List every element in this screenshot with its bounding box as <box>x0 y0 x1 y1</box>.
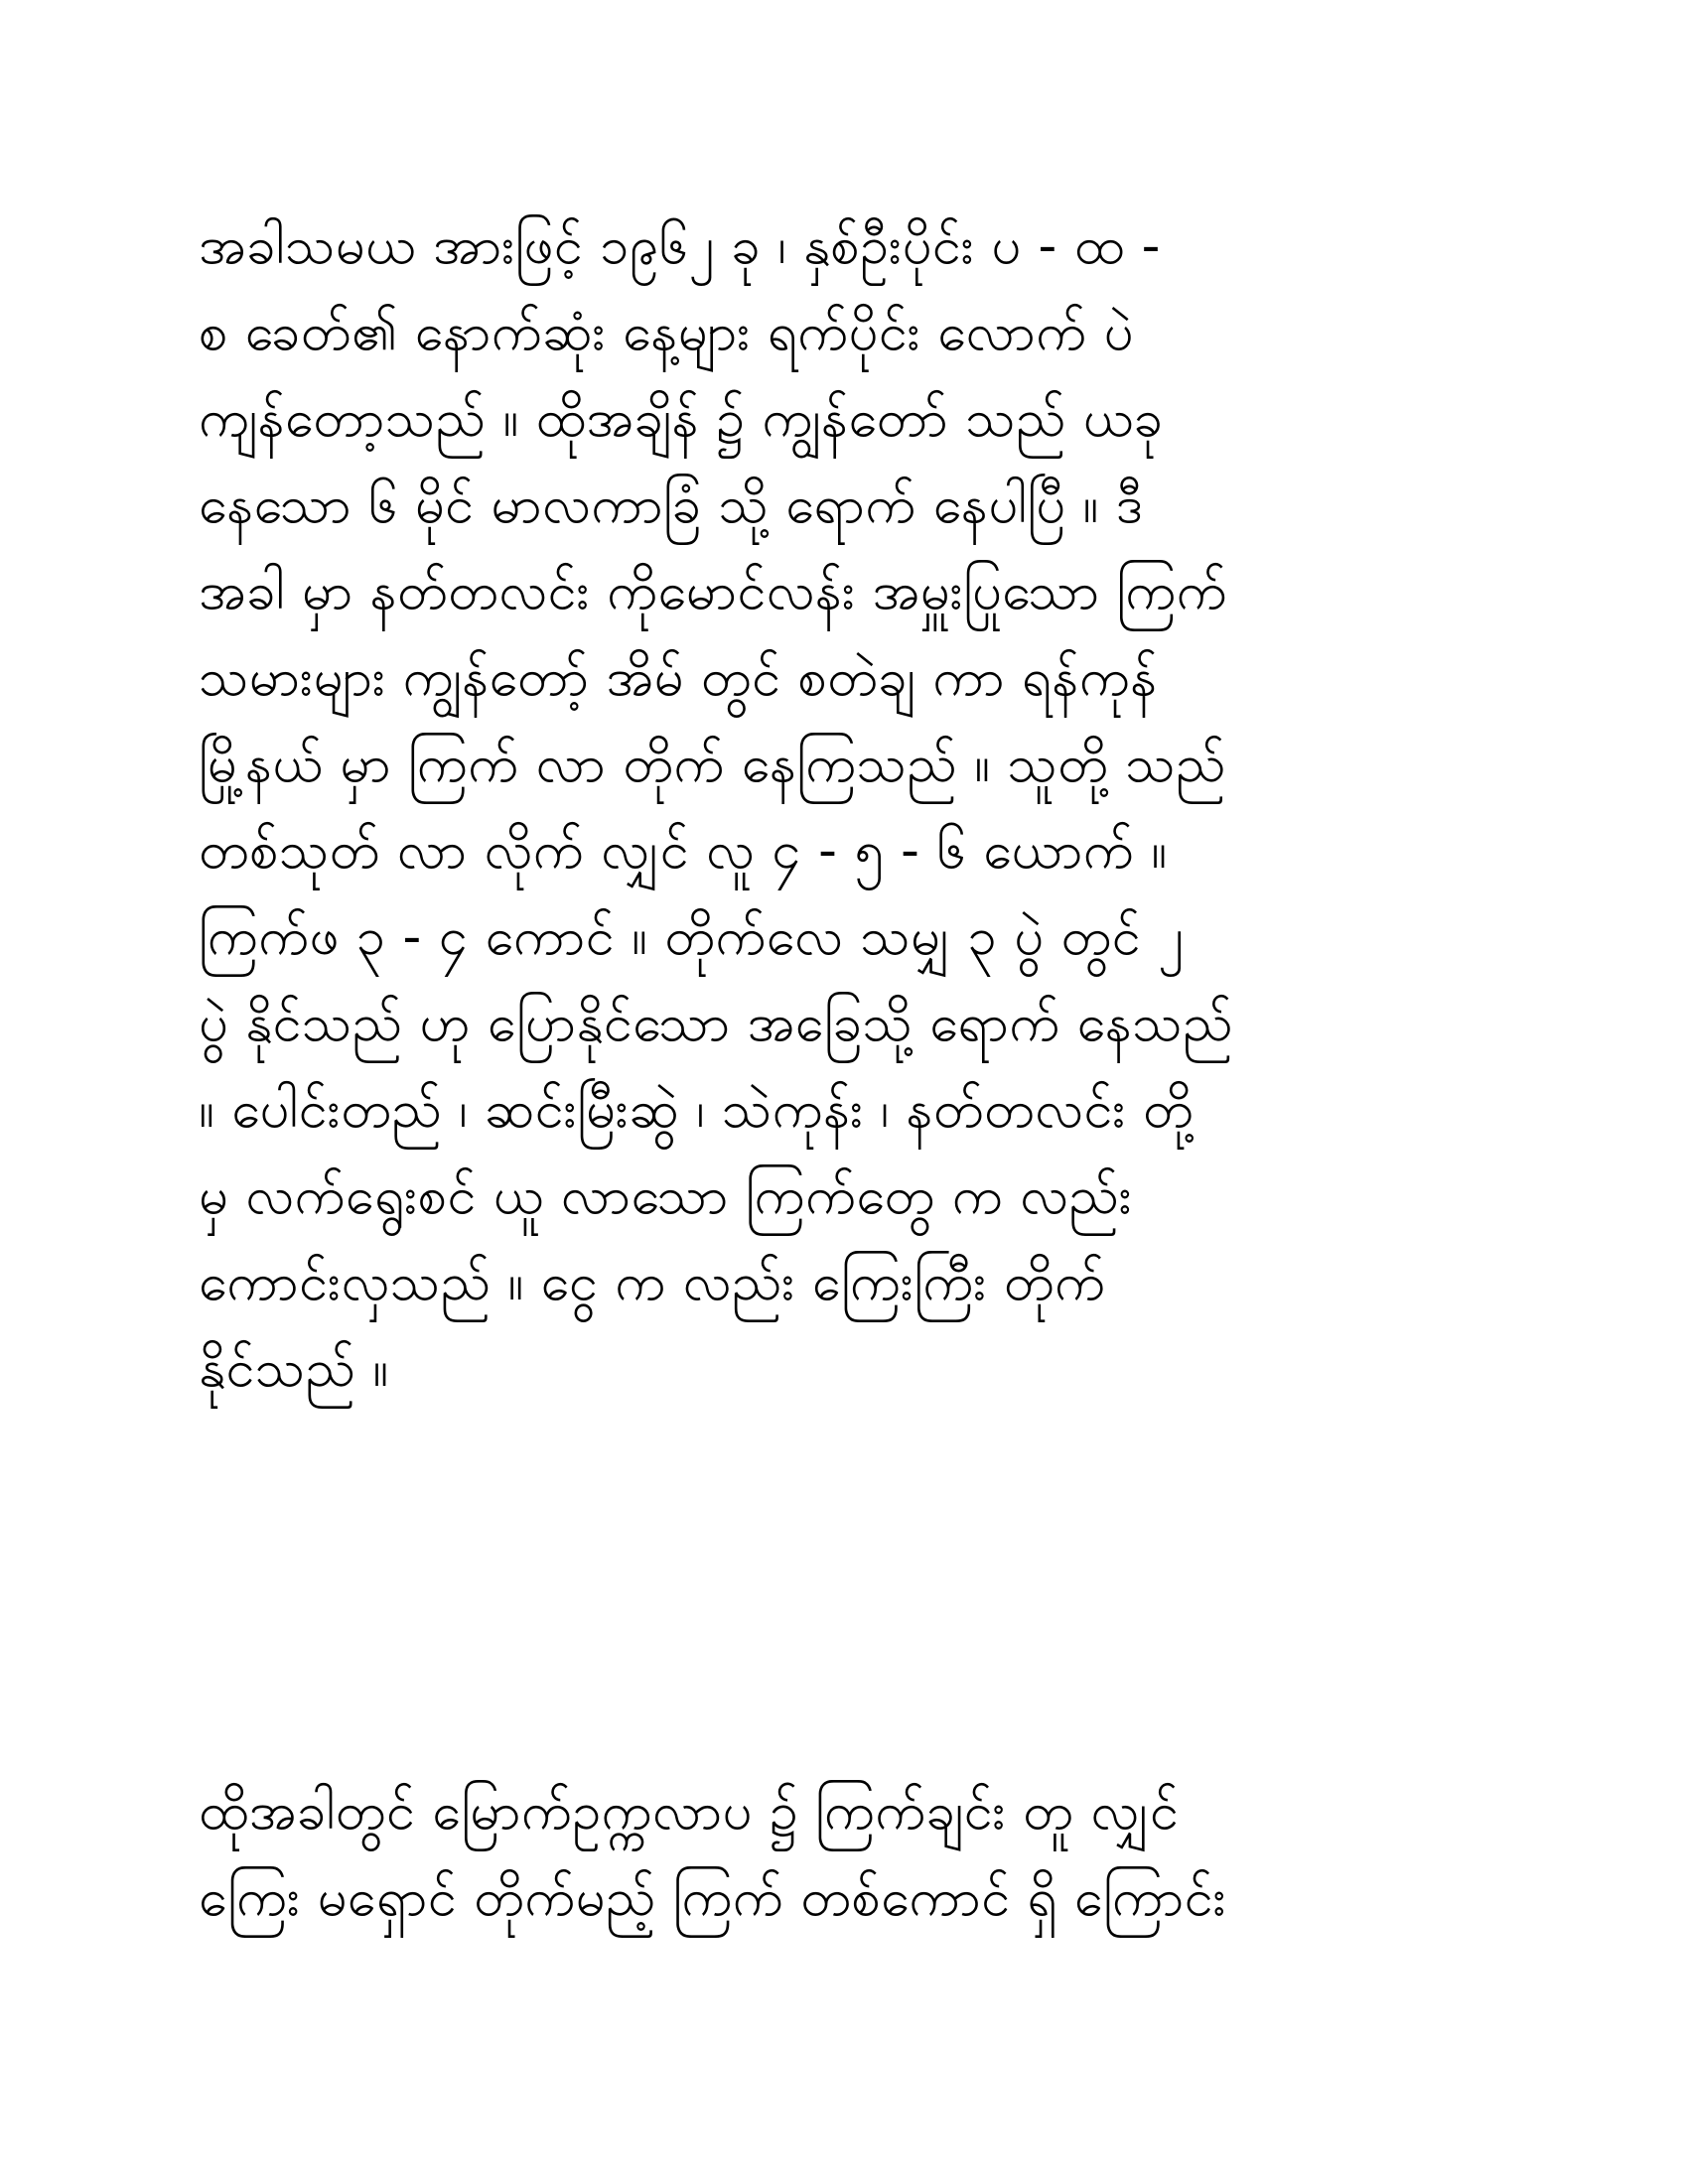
text-line: ။ ပေါင်းတည် ၊ ဆင်းမြီးဆွဲ ၊ သဲကုန်း ၊ နတ်တလင်း တို့ <box>199 1080 1195 1140</box>
text-line: ကျန်တော့သည် ။ ထိုအချိန် ၌ ကျွန်တော် သည် ယခု <box>199 389 1164 449</box>
text-line: အခါ မှာ နတ်တလင်း ကိုမောင်လန်း အမှူးပြုသော ကြက် <box>199 562 1227 621</box>
text-line: ကြေး မရှောင် တိုက်မည့် ကြက် တစ်ကောင် ရှိ ကြောင်း <box>199 1868 1227 1928</box>
text-line: သမားများ ကျွန်တော့် အိမ် တွင် စတဲချ ကာ ရန်ကုန် <box>199 648 1158 708</box>
text-line: မှ လက်ရွေးစင် ယူ လာသော ကြက်တွေ က လည်း <box>199 1166 1133 1226</box>
text-line: အခါသမယ အားဖြင့် ၁၉၆၂ ခု ၊ နှစ်ဦးပိုင်း ပ - ထ - <box>199 216 1161 276</box>
text-line: ထိုအခါတွင် မြောက်ဥက္ကလာပ ၌ ကြက်ချင်း တူ လျှင် <box>199 1782 1180 1842</box>
text-line: တစ်သုတ် လာ လိုက် လျှင် လူ ၄ - ၅ - ၆ ယောက် ။ <box>199 821 1168 881</box>
text-line: နေသော ၆ မိုင် မာလကာခြံ သို့ ရောက် နေပါပြီ ။ ဒီ <box>199 476 1144 535</box>
text-line: ကောင်းလှသည် ။ ငွေ က လည်း ကြေးကြီး တိုက် <box>199 1253 1106 1312</box>
paragraph-1 <box>199 204 1499 1413</box>
text-line: ကြက်ဖ ၃ - ၄ ကောင် ။ တိုက်လေ သမျှ ၃ ပွဲ တွင် ၂ <box>199 907 1185 967</box>
text-line: နိုင်သည် ။ <box>199 1339 389 1399</box>
text-line: ပွဲ နိုင်သည် ဟု ပြောနိုင်သော အခြေသို့ ရောက် နေသည် <box>199 994 1233 1053</box>
text-line: မြို့နယ် မှာ ကြက် လာ တိုက် နေကြသည် ။ သူတို့ သည် <box>199 735 1226 794</box>
paragraph-2 <box>199 1769 1499 1942</box>
text-line: စ ခေတ်၏ နောက်ဆုံး နေ့များ ရက်ပိုင်း လောက် ပဲ <box>199 303 1134 362</box>
